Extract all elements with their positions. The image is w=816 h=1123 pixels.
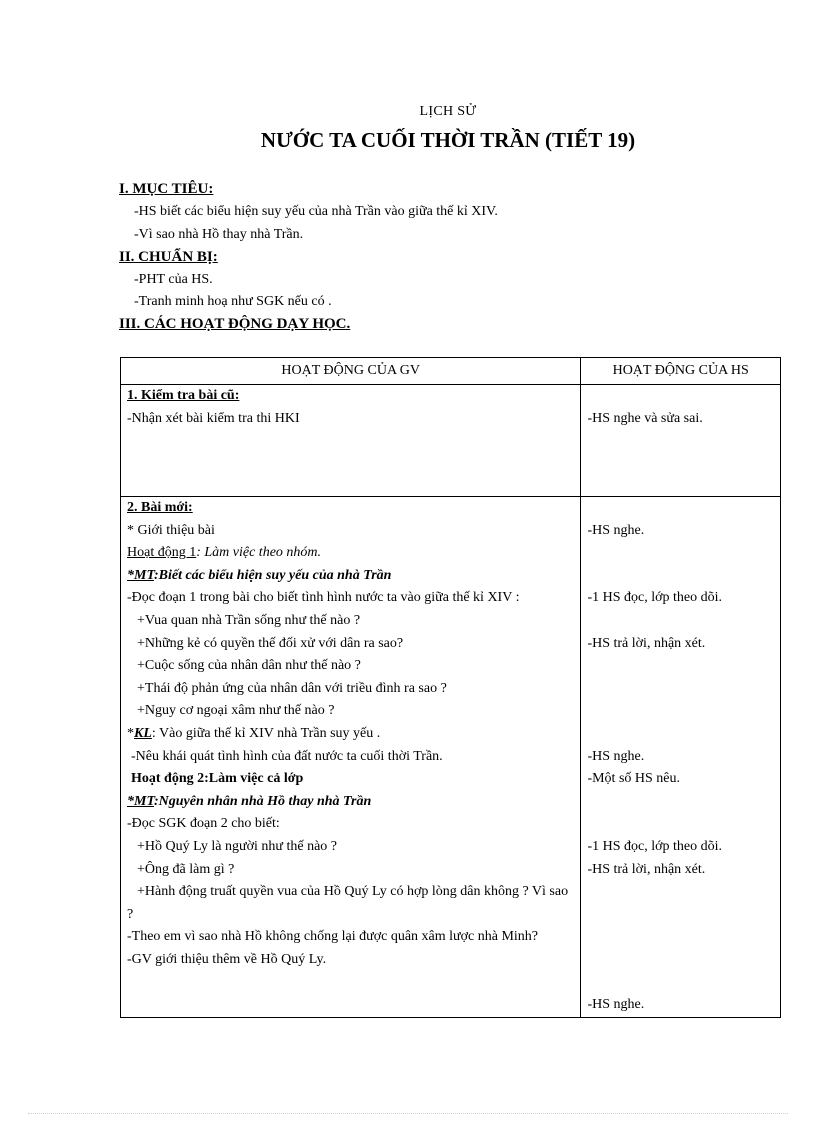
gv-line: -Đọc SGK đoạn 2 cho biết: [127,816,280,832]
row-heading: 1. Kiểm tra bài cũ: [127,388,240,403]
hs-line: -1 HS đọc, lớp theo dõi. [587,590,722,606]
gv-line: -Đọc đoạn 1 trong bài cho biết tình hình nước ta vào giữa thế kỉ XIV : [127,590,520,606]
hs-cell [581,385,781,497]
mt-text: :Biết các biểu hiện suy yếu của nhà Trần [153,567,392,583]
page-title: NƯỚC TA CUỐI THỜI TRẦN (TIẾT 19) [260,128,636,152]
activity-label: Hoạt động 2 [131,771,205,787]
gv-line: -Theo em vì sao nhà Hồ không chống lại được quân xâm lược nhà Minh? [127,929,538,945]
question-line: +Những kẻ có quyền thế đối xử với dân ra sao? [137,635,404,651]
page-bottom-divider [28,1113,788,1114]
hs-line: -HS nghe. [587,522,645,538]
objective-line: -HS biết các biểu hiện suy yếu của nhà Trần vào giữa thế kỉ XIV. [134,204,498,219]
question-line: +Vua quan nhà Trần sống như thế nào ? [137,612,361,628]
gv-line: -GV giới thiệu thêm về Hồ Quý Ly. [127,951,327,967]
hs-line: -1 HS đọc, lớp theo dõi. [587,838,722,854]
objective-2-line [127,791,574,814]
objective-1-line [127,565,574,588]
mt-text: :Nguyên nhân nhà Hồ thay nhà Trần [153,793,372,809]
kl-prefix: * [127,725,134,741]
kl-label: KL [134,725,152,741]
table-header-row [121,358,781,385]
hs-line: -HS trả lời, nhận xét. [587,861,706,877]
question-line: +Nguy cơ ngoại xâm như thế nào ? [137,703,335,719]
activities-heading: III. CÁC HOẠT ĐỘNG DẠY HỌC. [119,316,351,332]
preparation-line: -PHT của HS. [134,272,213,287]
hs-line: -Một số HS nêu. [587,771,680,787]
hs-line: -HS nghe. [587,748,645,764]
hs-line: -HS nghe. [587,997,645,1013]
column-header-gv: HOẠT ĐỘNG CỦA GV [121,358,581,385]
column-header-hs: HOẠT ĐỘNG CỦA HS [581,358,781,385]
hs-line: -HS trả lời, nhận xét. [587,635,706,651]
activities-table [120,357,781,1018]
table-row [121,497,781,1018]
objectives-heading: I. MỤC TIÊU: [119,181,214,197]
mt-label: *MT [127,567,154,583]
activity-desc: :Làm việc cả lớp [204,771,304,787]
hs-cell [581,497,781,1018]
activity-1-line [127,542,574,565]
subject-label: LỊCH SỬ [419,104,477,119]
question-line: +Ông đã làm gì ? [137,861,235,877]
table-row [121,385,781,497]
gv-cell [121,497,581,1018]
row-heading: 2. Bài mới: [127,500,193,515]
objective-line: -Vì sao nhà Hồ thay nhà Trần. [134,227,304,242]
hs-line: -HS nghe và sửa sai. [587,410,703,426]
preparation-line: -Tranh minh hoạ như SGK nếu có . [134,294,332,309]
question-line: +Thái độ phản ứng của nhân dân với triều đình ra sao ? [137,680,447,696]
gv-line: -Nêu khái quát tình hình của đất nước ta cuối thời Trần. [131,748,443,764]
activity-2-line [127,768,574,791]
activity-label: Hoạt động 1 [127,545,197,561]
mt-label: *MT [127,793,154,809]
gv-line: * Giới thiệu bài [127,522,215,538]
gv-cell [121,385,581,497]
gv-line: -Nhận xét bài kiểm tra thi HKI [127,410,300,426]
question-line: +Hành động truất quyền vua của Hồ Quý Ly có hợp lòng dân không ? Vì sao ? [127,884,569,922]
conclusion-line [127,723,574,746]
activity-desc: : Làm việc theo nhóm. [196,545,322,561]
kl-text: : Vào giữa thế kỉ XIV nhà Trần suy yếu . [151,725,381,741]
question-line: +Hồ Quý Ly là người như thế nào ? [137,838,337,854]
preparation-heading: II. CHUẨN BỊ: [119,249,218,265]
question-line: +Cuộc sống của nhân dân như thế nào ? [137,658,361,674]
